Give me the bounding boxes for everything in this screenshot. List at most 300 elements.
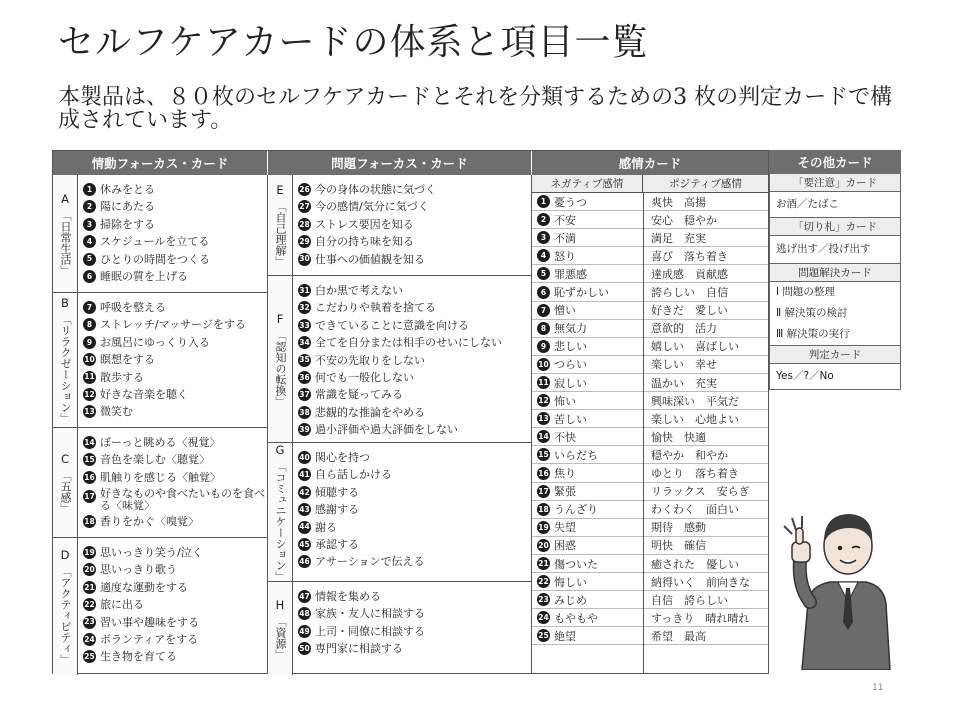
card-number-badge: 39 [298, 423, 311, 436]
positive-feeling: 満足 充実 [643, 229, 768, 247]
header-feelings: 感情カード [532, 151, 768, 175]
card-item [83, 648, 265, 665]
card-number-badge: 43 [298, 503, 311, 516]
negative-feeling-label: 失望 [554, 521, 576, 535]
feeling-number-badge: 11 [538, 378, 549, 388]
card-number-badge: 42 [298, 486, 311, 499]
negative-feeling [532, 302, 643, 320]
group-letter: B [61, 296, 69, 310]
card-number-badge: 30 [298, 253, 311, 266]
sparkle-line [792, 518, 796, 530]
card-label: ストレス要因を知る [315, 217, 414, 231]
group-letter: H [275, 597, 285, 612]
feeling-number-badge: 5 [537, 267, 550, 280]
feelings-divider [643, 193, 644, 673]
card-label: 関心を持つ [315, 451, 370, 464]
card-number-badge: 50 [298, 642, 311, 655]
card-label: 好きな音楽を聴く [100, 388, 188, 402]
card-label: 肌触りを感じる〈触覚〉 [100, 470, 221, 484]
feeling-number-badge: 7 [537, 304, 550, 317]
card-item [83, 561, 265, 578]
card-label: 適度な運動をする [100, 580, 188, 594]
negative-feeling-label: みじめ [554, 593, 587, 607]
emotion-group [53, 538, 267, 675]
intro-text: 本製品は、８０枚のセルフケアカードとそれを分類するための3 枚の判定カードで構成されています。 [58, 85, 893, 133]
feeling-number-badge: 6 [537, 286, 550, 299]
card-item [83, 469, 265, 486]
positive-feeling: 楽しい 心地よい [643, 410, 768, 428]
card-number-badge: 25 [83, 650, 96, 663]
card-label: お風呂にゆっくり入る [100, 335, 210, 349]
negative-feeling-label: 悲しい [554, 340, 587, 354]
card-number-badge: 46 [298, 555, 311, 568]
negative-feeling [532, 284, 643, 302]
group-name: 「認知の転換」 [274, 329, 287, 407]
card-label: 過小評価や過大評価をしない [315, 423, 458, 437]
group-name: 「アクティビティ」 [59, 566, 72, 665]
card-label: ひとりの時間をつくる [100, 252, 210, 266]
card-label: 思いっきり笑う/泣く [100, 546, 203, 559]
card-number-badge: 31 [298, 284, 311, 297]
card-item [298, 536, 529, 553]
card-label: 今の身体の状態に気づく [315, 183, 436, 196]
problem-solve-item: Ⅲ 解決策の実行 [776, 328, 850, 340]
negative-feeling [532, 374, 643, 392]
group-items [298, 449, 529, 571]
card-label: 微笑む [100, 405, 133, 419]
negative-feeling-label: 怖い [554, 394, 576, 408]
card-item [83, 451, 265, 468]
judge-box [769, 364, 901, 390]
card-item [298, 449, 529, 466]
card-label: 上司・同僚に相談する [315, 624, 425, 638]
card-number-badge: 20 [83, 563, 96, 576]
negative-feeling [532, 356, 643, 374]
card-number-badge: 38 [298, 406, 311, 419]
group-label [268, 175, 293, 275]
problem-group [268, 443, 531, 582]
caution-box [769, 192, 901, 218]
positive-feeling: 癒された 優しい [643, 555, 768, 573]
card-number-badge: 40 [298, 451, 311, 464]
feeling-number-badge: 17 [538, 486, 549, 496]
group-letter: G [275, 443, 285, 457]
negative-feeling [532, 410, 643, 428]
card-item [83, 486, 265, 513]
card-label: ぼーっと眺める〈視覚〉 [100, 436, 221, 449]
card-label: 家族・友人に相談する [315, 607, 425, 621]
card-label: 白か黒で考えない [315, 284, 403, 297]
card-label: 承認する [315, 538, 359, 552]
problem-focus-column [268, 175, 532, 673]
card-number-badge: 21 [83, 581, 96, 594]
negative-feeling-label: 罪悪感 [554, 267, 587, 281]
card-label: 謝る [315, 520, 337, 534]
card-number-badge: 49 [298, 625, 311, 638]
problem-solve-item: Ⅰ 問題の整理 [776, 286, 835, 298]
problem-solve-box [769, 282, 901, 346]
positive-feeling: 嬉しい 喜ばしい [643, 338, 768, 356]
card-number-badge: 10 [83, 353, 96, 366]
negative-feeling [532, 609, 643, 627]
page-number: 11 [872, 683, 884, 693]
card-item [83, 369, 265, 386]
card-item [298, 404, 529, 421]
card-number-badge: 34 [298, 336, 311, 349]
negative-feeling-label: 傷ついた [554, 557, 598, 571]
card-label: ストレッチ/マッサージをする [100, 318, 246, 332]
negative-feeling [532, 247, 643, 265]
feeling-number-badge: 25 [538, 631, 549, 641]
negative-header: ネガティブ感情 [532, 175, 643, 193]
card-number-badge: 28 [298, 218, 311, 231]
card-item [83, 614, 265, 631]
negative-feeling-label: 無気力 [554, 322, 587, 336]
feeling-number-badge: 15 [538, 450, 549, 460]
group-label [53, 538, 78, 675]
card-item [83, 513, 265, 530]
card-label: 思いっきり歌う [100, 563, 177, 577]
card-item [298, 640, 529, 657]
negative-feeling-label: いらだち [554, 448, 598, 462]
feeling-number-badge: 8 [537, 322, 550, 335]
card-number-badge: 8 [83, 318, 96, 331]
card-number-badge: 41 [298, 468, 311, 481]
card-item [298, 466, 529, 483]
raised-arm-fill [800, 560, 810, 602]
negative-feeling [532, 537, 643, 555]
positive-feeling: 好きだ 愛しい [643, 302, 768, 320]
negative-feeling [532, 591, 643, 609]
card-number-badge: 14 [83, 436, 96, 449]
other-cards [769, 150, 901, 390]
negative-feeling-label: 怒り [554, 249, 576, 263]
card-item [83, 631, 265, 648]
group-name: 「自己理解」 [274, 201, 287, 267]
feeling-number-badge: 10 [538, 359, 549, 369]
header-emotion-focus: 情動フォーカス・カード [53, 151, 268, 175]
negative-feeling [532, 483, 643, 501]
negative-feeling-label: もやもや [554, 611, 598, 625]
feeling-number-badge: 24 [538, 613, 549, 623]
card-item [83, 268, 265, 285]
positive-feeling: 爽快 高揚 [643, 193, 768, 211]
thumb [796, 528, 803, 544]
card-item [298, 334, 529, 351]
card-label: 習い事や趣味をする [100, 615, 199, 629]
card-number-badge: 18 [83, 515, 96, 528]
group-items [298, 588, 529, 658]
group-name: 「五感」 [59, 469, 72, 514]
feeling-number-badge: 19 [538, 522, 549, 532]
card-label: 何でも一般化しない [315, 371, 414, 385]
positive-feeling: 期待 感動 [643, 519, 768, 537]
card-item [298, 352, 529, 369]
card-item [83, 251, 265, 268]
group-items [298, 181, 529, 268]
header-problem-focus: 問題フォーカス・カード [268, 151, 532, 175]
group-label [268, 276, 293, 442]
card-label: 掃除をする [100, 217, 155, 231]
trump-header: 「切り札」カード [769, 218, 901, 236]
positive-feeling: 明快 確信 [643, 537, 768, 555]
negative-feeling-label: 不満 [554, 231, 576, 245]
card-number-badge: 33 [298, 319, 311, 332]
card-label: 不安の先取りをしない [315, 353, 425, 367]
card-label: ボランティアをする [100, 633, 199, 647]
negative-feeling [532, 193, 643, 211]
card-item [298, 421, 529, 438]
negative-feeling [532, 465, 643, 483]
card-item [298, 317, 529, 334]
card-item [83, 216, 265, 233]
negative-feeling [532, 320, 643, 338]
group-name: 「コミュニケーション」 [274, 461, 287, 582]
card-number-badge: 26 [298, 183, 311, 196]
card-number-badge: 47 [298, 590, 311, 603]
negative-feeling-label: 不快 [554, 430, 576, 444]
card-number-badge: 27 [298, 200, 311, 213]
group-label [53, 293, 78, 427]
negative-feeling-label: 苦しい [554, 412, 587, 426]
positive-feeling: 楽しい 幸せ [643, 356, 768, 374]
problem-solve-header: 問題解決カード [769, 264, 901, 282]
feeling-number-badge: 18 [538, 504, 549, 514]
trump-item: 逃げ出す／投げ出す [776, 243, 871, 255]
negative-feeling-label: 憎い [554, 304, 576, 318]
positive-feeling: 温かい 充実 [643, 374, 768, 392]
card-item [83, 198, 265, 215]
positive-feeling: 誇らしい 自信 [643, 284, 768, 302]
card-label: 旅に出る [100, 598, 144, 612]
businessman-illustration [780, 490, 898, 670]
negative-feeling-label: 悔しい [554, 575, 587, 589]
card-item [298, 484, 529, 501]
negative-feeling [532, 392, 643, 410]
card-item [298, 501, 529, 518]
card-label: 全てを自分または相手のせいにしない [315, 336, 502, 350]
negative-feeling [532, 265, 643, 283]
card-label: 香りをかぐ〈嗅覚〉 [100, 515, 199, 529]
card-label: 生き物を育てる [100, 650, 177, 664]
negative-feeling-label: 憂うつ [554, 195, 587, 209]
group-label [268, 582, 293, 675]
positive-feeling: 希望 最高 [643, 627, 768, 645]
eye-left [838, 546, 842, 550]
card-label: 情報を集める [315, 590, 381, 603]
group-label [268, 443, 293, 581]
card-item [298, 369, 529, 386]
card-number-badge: 48 [298, 607, 311, 620]
card-number-badge: 15 [83, 453, 96, 466]
card-item [83, 316, 265, 333]
positive-feeling: 自信 誇らしい [643, 591, 768, 609]
negative-feeling [532, 446, 643, 464]
card-item [298, 623, 529, 640]
card-label: 悲観的な推論をやめる [315, 405, 425, 419]
card-number-badge: 4 [83, 235, 96, 248]
negative-feeling-label: 恥ずかしい [554, 286, 609, 300]
card-label: アサーションで伝える [315, 555, 425, 569]
group-letter: E [276, 183, 284, 197]
feeling-number-badge: 22 [538, 577, 549, 587]
card-number-badge: 7 [83, 301, 96, 314]
card-number-badge: 37 [298, 388, 311, 401]
card-label: 音色を楽しむ〈聴覚〉 [100, 453, 210, 467]
feeling-number-badge: 2 [537, 213, 550, 226]
card-item [298, 299, 529, 316]
card-label: スケジュールを立てる [100, 235, 210, 249]
group-letter: C [60, 451, 70, 466]
card-label: 睡眠の質を上げる [100, 270, 188, 284]
group-items [83, 544, 265, 666]
emotion-group [53, 293, 267, 428]
positive-feeling: 意欲的 活力 [643, 320, 768, 338]
negative-feeling-label: 不安 [554, 213, 576, 227]
card-label: 陽にあたる [100, 200, 155, 214]
card-label: 瞑想をする [100, 353, 155, 367]
feeling-number-badge: 9 [537, 340, 550, 353]
problem-group [268, 276, 531, 443]
positive-header: ポジティブ感情 [643, 175, 768, 193]
problem-solve-item: Ⅱ 解決策の検討 [776, 307, 848, 319]
page-title: セルフケアカードの体系と項目一覧 [58, 22, 649, 63]
card-item [83, 596, 265, 613]
card-number-badge: 32 [298, 301, 311, 314]
card-item [298, 386, 529, 403]
card-item [298, 553, 529, 570]
card-item [298, 251, 529, 268]
card-item [298, 216, 529, 233]
group-letter: D [60, 548, 70, 562]
fist [792, 542, 810, 562]
positive-feeling: すっきり 晴れ晴れ [643, 609, 768, 627]
card-item [298, 588, 529, 605]
card-number-badge: 19 [83, 546, 96, 559]
card-item [83, 351, 265, 368]
card-number-badge: 9 [83, 336, 96, 349]
judge-item: Yes／?／No [776, 370, 834, 382]
positive-feeling: 達成感 貢献感 [643, 265, 768, 283]
negative-feeling-label: うんざり [554, 503, 598, 517]
feeling-number-badge: 21 [538, 559, 549, 569]
group-label [53, 428, 78, 537]
emotion-focus-column [53, 175, 268, 673]
card-label: 今の感情/気分に気づく [315, 200, 429, 214]
positive-feeling: 愉快 快適 [643, 428, 768, 446]
group-items [298, 282, 529, 439]
card-number-badge: 13 [83, 405, 96, 418]
card-label: 感謝する [315, 503, 359, 517]
card-number-badge: 5 [83, 253, 96, 266]
card-number-badge: 2 [83, 200, 96, 213]
caution-header: 「要注意」カード [769, 174, 901, 192]
negative-feeling [532, 519, 643, 537]
negative-feeling [532, 555, 643, 573]
positive-feeling: ゆとり 落ち着き [643, 465, 768, 483]
card-item [83, 233, 265, 250]
positive-feeling: 穏やか 和やか [643, 446, 768, 464]
card-number-badge: 44 [298, 521, 311, 534]
positive-feeling: 安心 穏やか [643, 211, 768, 229]
emotion-group [53, 428, 267, 538]
card-item [83, 299, 265, 316]
judge-header: 判定カード [769, 346, 901, 364]
negative-feeling [532, 229, 643, 247]
negative-feeling [532, 573, 643, 591]
negative-feeling-label: 寂しい [554, 376, 587, 390]
negative-feeling-label: 焦り [554, 467, 576, 481]
negative-feeling [532, 627, 643, 645]
negative-feeling [532, 501, 643, 519]
card-number-badge: 11 [83, 371, 96, 384]
feeling-number-badge: 13 [538, 414, 549, 424]
feeling-number-badge: 14 [538, 432, 549, 442]
card-item [298, 605, 529, 622]
group-items [83, 299, 265, 421]
negative-feeling-label: 緊張 [554, 485, 576, 499]
negative-feeling-label: 絶望 [554, 629, 576, 643]
positive-feeling: 喜び 落ち着き [643, 247, 768, 265]
card-label: 常識を疑ってみる [315, 388, 403, 402]
positive-feeling: わくわく 面白い [643, 501, 768, 519]
group-items [83, 434, 265, 531]
card-item [83, 579, 265, 596]
trump-box [769, 236, 901, 264]
card-number-badge: 1 [83, 183, 96, 196]
feeling-number-badge: 12 [538, 396, 549, 406]
card-number-badge: 12 [83, 388, 96, 401]
card-item [83, 544, 265, 561]
header-others: その他カード [769, 150, 901, 174]
card-table [52, 150, 769, 674]
feeling-number-badge: 1 [537, 195, 550, 208]
card-number-badge: 3 [83, 218, 96, 231]
card-item [83, 334, 265, 351]
caution-item: お酒／たばこ [776, 198, 839, 210]
card-label: 休みをとる [100, 183, 155, 196]
card-number-badge: 24 [83, 633, 96, 646]
feeling-number-badge: 3 [537, 231, 550, 244]
sparkle-line [784, 526, 792, 534]
card-item [298, 233, 529, 250]
card-number-badge: 17 [83, 490, 96, 503]
positive-feeling: 納得いく 前向きな [643, 573, 768, 591]
card-number-badge: 35 [298, 354, 311, 367]
card-item [83, 434, 265, 451]
card-number-badge: 16 [83, 471, 96, 484]
card-number-badge: 23 [83, 616, 96, 629]
positive-feeling: リラックス 安らぎ [643, 483, 768, 501]
card-number-badge: 6 [83, 270, 96, 283]
card-item [298, 519, 529, 536]
card-label: 仕事への価値観を知る [315, 252, 425, 266]
negative-feeling-label: つらい [554, 358, 587, 372]
group-name: 「資源」 [274, 615, 287, 660]
card-item [83, 403, 265, 420]
card-item [83, 386, 265, 403]
feeling-number-badge: 16 [538, 468, 549, 478]
card-label: 自ら話しかける [315, 468, 392, 482]
problem-group [268, 175, 531, 276]
card-label: 呼吸を整える [100, 301, 166, 314]
card-label: 自分の持ち味を知る [315, 235, 414, 249]
card-label: こだわりや執着を捨てる [315, 301, 436, 315]
group-letter: A [61, 191, 69, 206]
card-item [298, 282, 529, 299]
card-label: できていることに意識を向ける [315, 318, 469, 332]
card-label: 傾聴する [315, 485, 359, 499]
